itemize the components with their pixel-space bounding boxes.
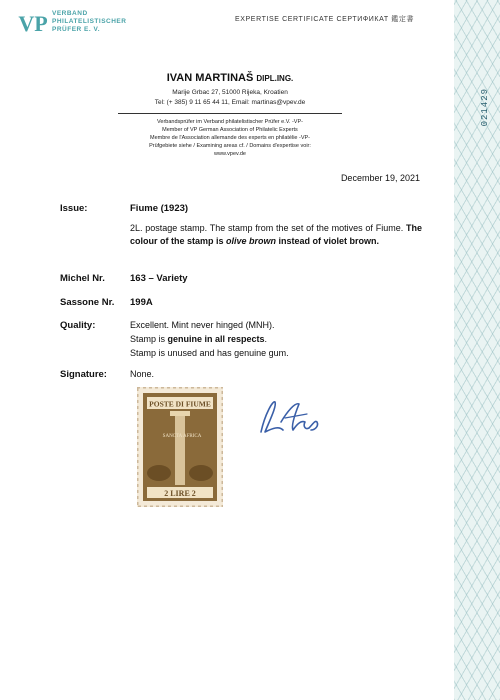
org-line-1: VERBAND: [52, 10, 88, 17]
signature-value: None.: [130, 369, 155, 379]
signature-label: Signature:: [60, 369, 107, 380]
stamp-top-text: POSTE DI FIUME: [149, 399, 211, 409]
membership-line-4: Prüfgebiete siehe / Examining areas cf. / Domains d'expertise voir:: [149, 143, 311, 149]
stamp-value-text: 2 LIRE 2: [164, 489, 196, 498]
org-name: [52, 10, 126, 34]
vp-logo: [18, 10, 48, 41]
certificate-title: EXPERTISE CERTIFICATE СЕРТИФИКАТ 鑑定書: [235, 16, 415, 23]
security-pattern-band: [454, 0, 500, 700]
stamp-middle-text: SANCTA AFRICA: [162, 434, 202, 439]
expert-name: IVAN MARTINAŠ: [166, 72, 254, 84]
stamp-description: [130, 222, 422, 248]
membership-line-1: Verbandsprüfer im Verband philatelistischer Prüfer e.V. -VP-: [157, 119, 303, 125]
quality-line-2a: Stamp is: [130, 334, 168, 344]
expert-contact: Tel: (+ 385) 9 11 65 44 11, Email: martinas@vpev.de: [154, 99, 306, 106]
issue-label: Issue:: [60, 203, 88, 214]
desc-part-2: The colour of the stamp is: [130, 223, 422, 246]
org-line-2: PHILATELISTISCHER: [52, 18, 127, 25]
expert-address: Marije Grbac 27, 51000 Rijeka, Kroatien: [172, 89, 288, 96]
issue-value: Fiume (1923): [130, 203, 189, 214]
membership-line-2: Member of VP German Association of Philatelic Experts: [162, 127, 298, 133]
desc-part-1: 2L. postage stamp. The stamp from the set of the motives of Fiume.: [130, 223, 406, 233]
expert-name-line: [0, 72, 460, 84]
quality-line-2: [130, 334, 267, 344]
desc-part-4: instead of violet brown.: [276, 236, 380, 246]
expert-degree: DIPL.ING.: [256, 74, 294, 83]
stamp-image: [137, 387, 223, 512]
membership-line-3: Membre de l'Association allemande des experts en philatélie -VP-: [149, 135, 311, 141]
michel-value: 163 – Variety: [130, 273, 188, 284]
quality-line-2c: .: [264, 334, 268, 344]
serial-number: 021429: [480, 88, 490, 127]
sassone-label: Sassone Nr.: [60, 297, 115, 308]
quality-line-3: Stamp is unused and has genuine gum.: [130, 348, 289, 358]
expert-signature: [255, 392, 325, 447]
quality-label: Quality:: [60, 320, 96, 331]
certificate-date: December 19, 2021: [340, 173, 420, 183]
quality-line-1: Excellent. Mint never hinged (MNH).: [130, 320, 275, 330]
michel-label: Michel Nr.: [60, 273, 105, 284]
vp-logo-text: VP: [18, 11, 48, 36]
org-line-3: PRÜFER E. V.: [52, 26, 101, 33]
membership-line-5: www.vpev.de: [214, 151, 246, 157]
quality-line-2b: genuine in all respects: [167, 334, 265, 344]
header-divider: [118, 113, 342, 114]
sassone-value: 199A: [130, 297, 153, 308]
desc-part-3: olive brown: [226, 236, 277, 246]
